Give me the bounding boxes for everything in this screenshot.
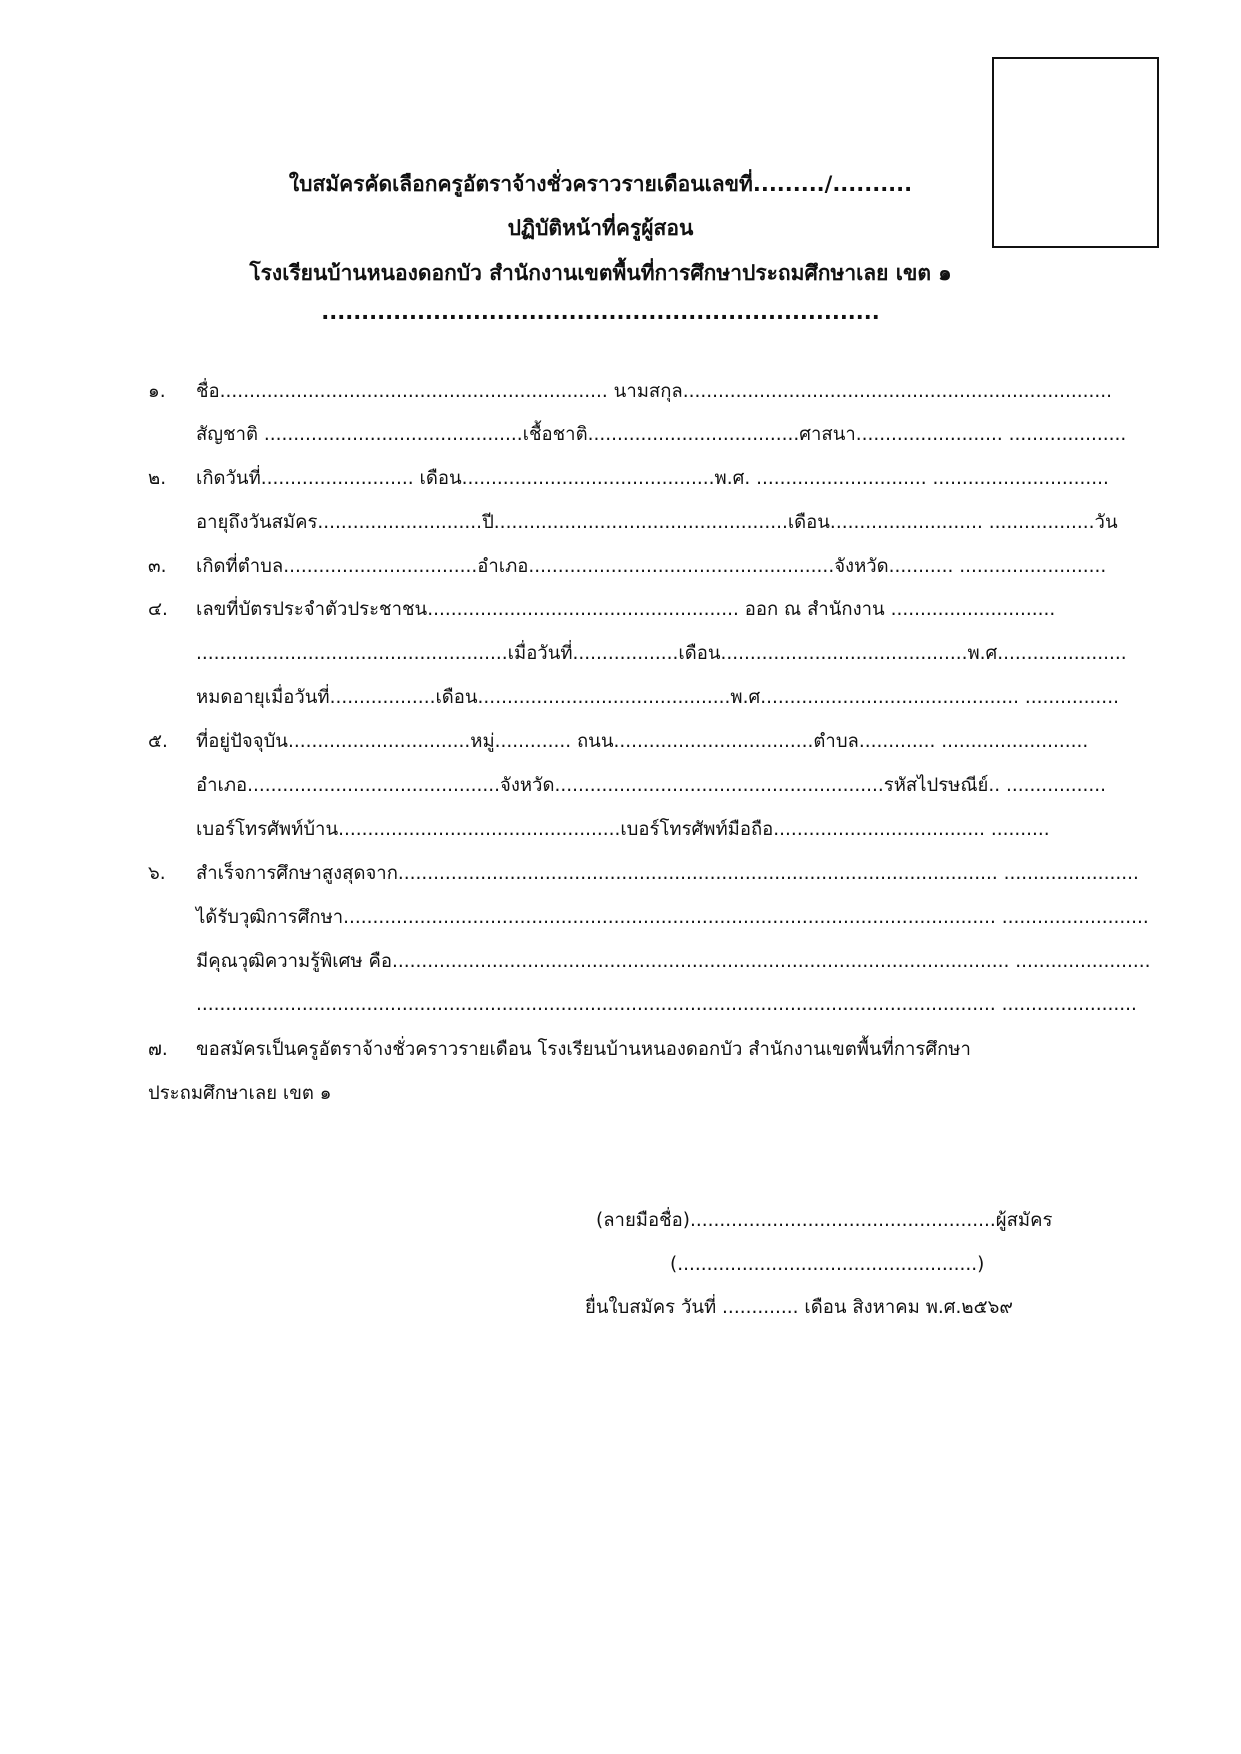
name-surname-field[interactable]: ชื่อ.................................................................. นามสกุล......................................................................... <box>196 381 1113 402</box>
form-title-dotted-line: ...................................................................... <box>321 300 880 324</box>
age-field[interactable]: อายุถึงวันสมัคร............................ปี..................................................เดือน.......................... ..................วัน <box>196 512 1118 533</box>
item-number-1: ๑. <box>148 381 166 402</box>
nationality-religion-field[interactable]: สัญชาติ ............................................เชื้อชาติ....................................ศาสนา......................... .................... <box>196 424 1127 445</box>
application-statement: ขอสมัครเป็นครูอัตราจ้างชั่วคราวรายเดือน โรงเรียนบ้านหนองดอกบัว สำนักงานเขตพื้นที่การศึกษา <box>196 1039 971 1060</box>
id-card-number-field[interactable]: เลขที่บัตรประจำตัวประชาชน..................................................... ออก ณ สำนักงาน ............................ <box>196 599 1056 620</box>
form-subtitle-school: โรงเรียนบ้านหนองดอกบัว สำนักงานเขตพื้นที่การศึกษาประถมศึกษาเลย เขต ๑ <box>249 261 952 285</box>
submission-date-field[interactable]: ยื่นใบสมัคร วันที่ ............. เดือน สิงหาคม พ.ศ.๒๕๖๙ <box>585 1297 1013 1318</box>
form-subtitle-role: ปฏิบัติหน้าที่ครูผู้สอน <box>507 216 694 240</box>
applicant-signature-field[interactable]: (ลายมือชื่อ)....................................................ผู้สมัคร <box>596 1210 1053 1231</box>
applicant-printed-name-field[interactable]: (...................................................) <box>670 1254 985 1275</box>
birthdate-field[interactable]: เกิดวันที่.......................... เดือน...........................................พ.ศ. ............................. .............................. <box>196 468 1109 489</box>
application-statement-continued: ประถมศึกษาเลย เขต ๑ <box>148 1083 332 1104</box>
id-card-issue-date-field[interactable]: .....................................................เมื่อวันที่..................เดือน..........................................พ.ศ...................... <box>196 643 1127 664</box>
item-number-3: ๓. <box>148 556 167 577</box>
special-skills-extra-field[interactable]: ........................................................................................................................................ ....................... <box>196 994 1137 1015</box>
item-number-7: ๗. <box>148 1039 168 1060</box>
item-number-5: ๕. <box>148 731 168 752</box>
id-card-expiry-field[interactable]: หมดอายุเมื่อวันที่..................เดือน...........................................พ.ศ............................................ ................ <box>196 687 1119 708</box>
item-number-4: ๔. <box>148 599 168 620</box>
item-number-2: ๒. <box>148 468 167 489</box>
form-title: ใบสมัครคัดเลือกครูอัตราจ้างชั่วคราวรายเดือนเลขที่........./.......... <box>288 172 913 196</box>
phone-field[interactable]: เบอร์โทรศัพท์บ้าน................................................เบอร์โทรศัพท์มือถือ.................................... .......... <box>196 819 1050 840</box>
special-skills-field[interactable]: มีคุณวุฒิความรู้พิเศษ คือ......................................................................................................... ....................... <box>196 951 1151 972</box>
degree-field[interactable]: ได้รับวุฒิการศึกษา............................................................................................................... ......................... <box>196 907 1149 928</box>
district-province-postal-field[interactable]: อำเภอ...........................................จังหวัด........................................................รหัสไปรษณีย์.. ................. <box>196 775 1106 796</box>
birthplace-field[interactable]: เกิดที่ตำบล.................................อำเภอ....................................................จังหวัด........... ......................... <box>196 556 1107 577</box>
item-number-6: ๖. <box>148 863 166 884</box>
address-field[interactable]: ที่อยู่ปัจจุบัน...............................หมู่............. ถนน..................................ตำบล............. ......................... <box>196 731 1089 752</box>
education-institution-field[interactable]: สำเร็จการศึกษาสูงสุดจาก...................................................................................................... ....................... <box>196 863 1139 884</box>
